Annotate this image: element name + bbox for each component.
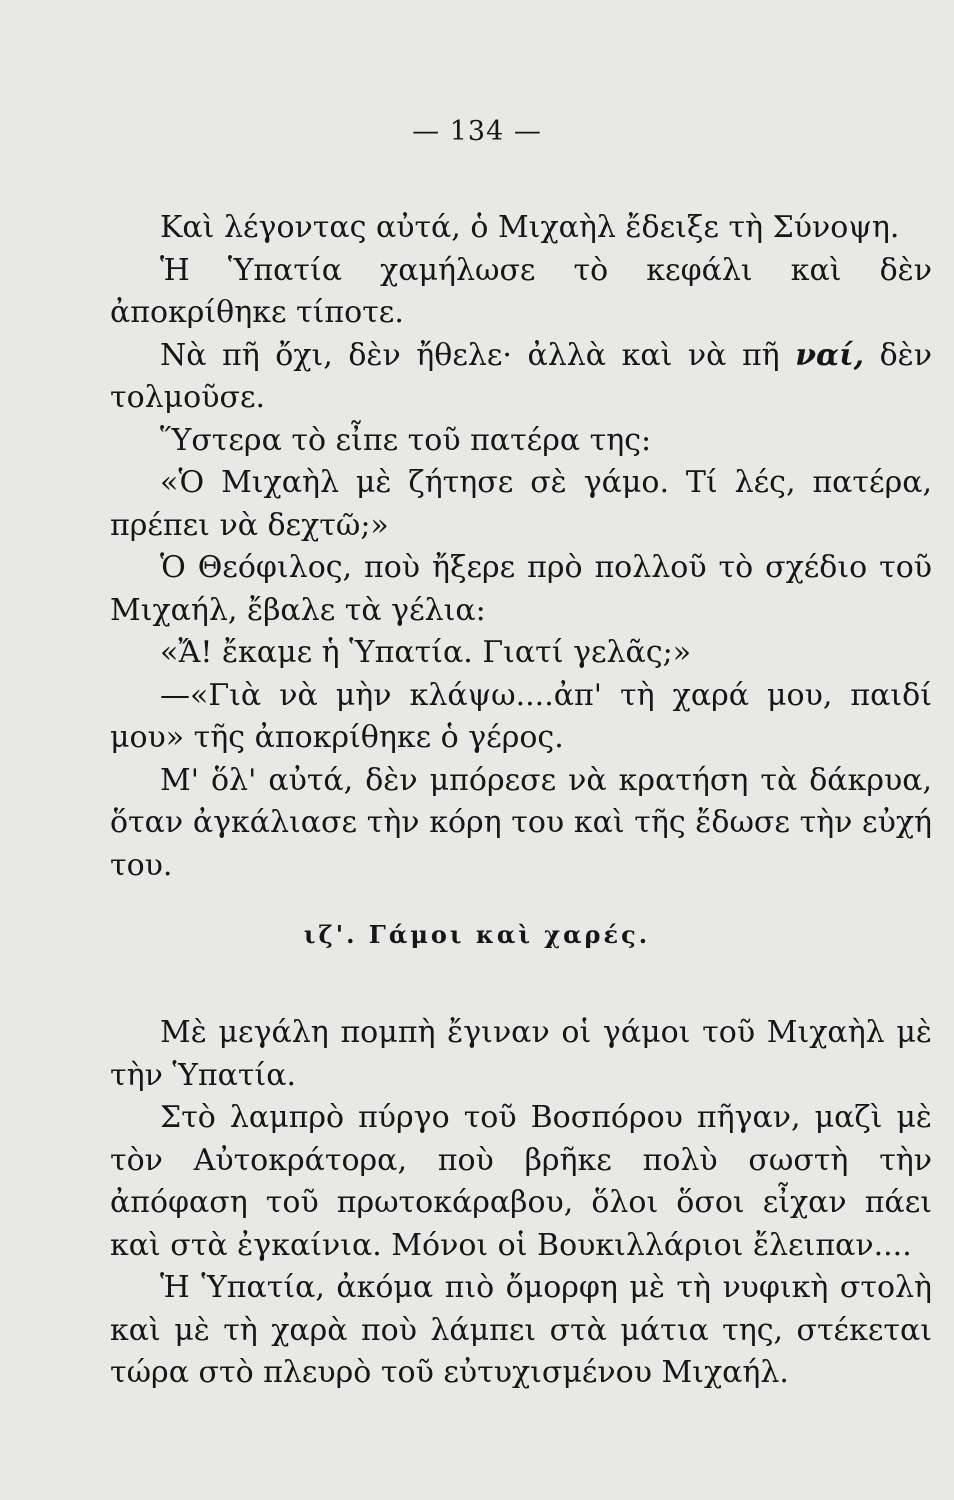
paragraph: Μ' ὅλ' αὐτά, δὲν μπόρεσε νὰ κρατήση τὰ δάκρυα, ὅταν ἀγκάλιασε τὴν κόρη του καὶ τῆς ἔδωσε τὴν εὐχή του. [110,762,932,883]
chapter-heading: ιζ'. Γάμοι καὶ χαρές. [303,920,651,949]
paragraph: Ἡ Ὑπατία χαμήλωσε τὸ κεφάλι καὶ δὲν ἀποκρίθηκε τίποτε. [110,252,932,330]
paragraph: Ἡ Ὑπατία, ἀκόμα πιὸ ὄμορφη μὲ τὴ νυφικὴ στολὴ καὶ μὲ τὴ χαρὰ ποὺ λάμπει στὰ μάτια της, στέκεται τώρα στὸ πλευρὸ τοῦ εὐτυχισμένου Μιχαήλ. [110,1270,932,1390]
page-number: — 134 — [412,116,542,147]
paragraph: «Ἄ! ἔκαμε ἡ Ὑπατία. Γιατί γελᾶς;» [160,635,692,670]
paragraph-text: Νὰ πῆ ὄχι, δὲν ἤθελε· ἀλλὰ καὶ νὰ πῆ [160,337,796,373]
paragraph: Μὲ μεγάλη πομπὴ ἔγιναν οἱ γάμοι τοῦ Μιχαὴλ μὲ τὴν Ὑπατία. [110,1015,932,1093]
paragraph: Ὕστερα τὸ εἶπε τοῦ πατέρα της: [160,422,652,458]
paragraph: «Ὁ Μιχαὴλ μὲ ζήτησε σὲ γάμο. Τί λές, πατέρα, πρέπει νὰ δεχτῶ;» [110,465,932,543]
paragraph: Στὸ λαμπρὸ πύργο τοῦ Βοσπόρου πῆγαν, μαζὶ μὲ τὸν Αὐτοκράτορα, ποὺ βρῆκε πολὺ σωστὴ τὴν ἀπόφαση τοῦ πρωτοκάραβου, ὅλοι ὅσοι εἶχαν πάει καὶ στὰ ἐγκαίνια. Μόνοι οἱ Βουκιλλάριοι ἔλειπαν.... [110,1100,932,1263]
text-block-upper [110,207,932,887]
text-block-lower [110,1012,932,1395]
paragraph [110,335,932,420]
paragraph: Ὁ Θεόφιλος, ποὺ ἤξερε πρὸ πολλοῦ τὸ σχέδιο τοῦ Μιχαήλ, ἔβαλε τὰ γέλια: [110,550,932,628]
paragraph: Καὶ λέγοντας αὐτά, ὁ Μιχαὴλ ἔδειξε τὴ Σύνοψη. [160,210,900,245]
paragraph-text: δὲν τολμοῦσε. [110,337,933,415]
paragraph: —«Γιὰ νὰ μὴν κλάψω....ἀπ' τὴ χαρά μου, παιδί μου» τῆς ἀποκρίθηκε ὁ γέρος. [110,677,932,755]
emphasized-word: ναί, [795,337,865,373]
